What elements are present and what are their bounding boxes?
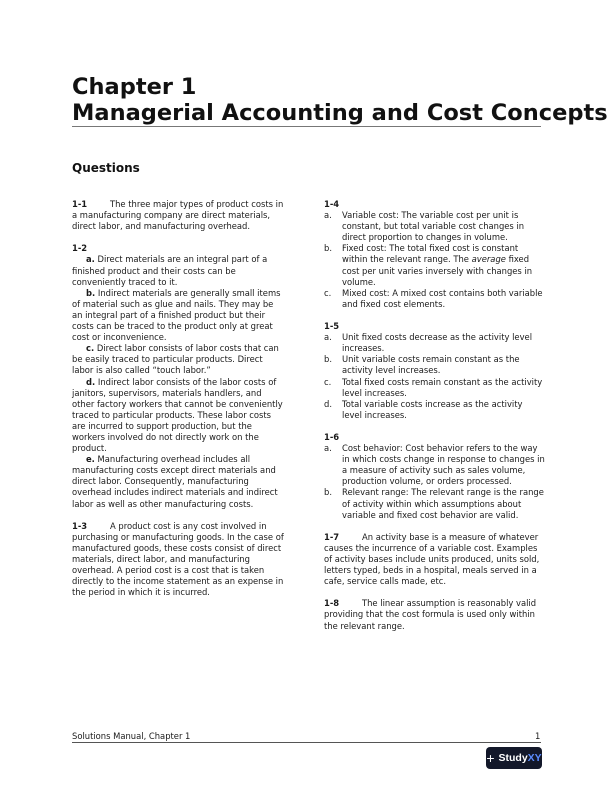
question-number: 1-2 — [72, 243, 88, 254]
item-letter: a. — [324, 332, 332, 343]
title-divider — [72, 126, 541, 127]
item-text: Total variable costs increase as the activity level increases. — [342, 398, 523, 420]
answer-text: The linear assumption is reasonably valid providing that the cost formula is used only within the relevant range. — [324, 598, 537, 631]
answer-item — [72, 377, 286, 455]
answer-text: The three major types of product costs in a manufacturing company are direct materials, direct labor, and manufacturing overhead. — [72, 199, 284, 232]
question-1-6 — [324, 432, 545, 521]
right-column — [324, 199, 545, 643]
question-number: 1-8 — [324, 598, 340, 609]
item-text: Manufacturing overhead includes all manufacturing costs except direct materials and direct labor. Consequently, manufacturing overhead includes indirect materials and indirect labor as well as other manufacturing costs. — [72, 454, 278, 509]
item-text: Unit fixed costs decrease as the activity level increases. — [342, 332, 533, 354]
item-letter: a. — [324, 443, 332, 454]
item-letter: a. — [324, 210, 332, 221]
question-1-3 — [72, 521, 286, 599]
item-text: Indirect labor consists of the labor costs of janitors, supervisors, materials handlers, and other factory workers that cannot be conveniently traced to particular products. These labor costs are incurred to support production, but the workers involved do not directly work on the product. — [72, 376, 283, 454]
question-1-5 — [324, 321, 545, 421]
answer-item — [72, 254, 286, 287]
question-number: 1-4 — [324, 199, 340, 209]
item-letter: c. — [324, 287, 332, 298]
answer-item — [324, 443, 545, 487]
chapter-heading — [72, 74, 608, 126]
answer-item — [72, 454, 286, 509]
answer-text: A product cost is any cost involved in purchasing or manufacturing goods. In the case of manufactured goods, these costs consist of direct materials, direct labor, and manufacturing overhead. A period cost is a cost that is taken directly to the income statement as an expense in the period in which it is incurred. — [72, 520, 284, 598]
item-letter: b. — [324, 354, 332, 365]
question-1-7 — [324, 532, 545, 587]
question-number: 1-3 — [72, 520, 88, 531]
item-text: Cost behavior: Cost behavior refers to the way in which costs change in response to changes in a measure of activity such as sales volume, production volume, or orders processed. — [342, 443, 545, 487]
answer-item — [72, 343, 286, 376]
page-number: 1 — [535, 731, 541, 741]
item-letter: b. — [86, 287, 96, 298]
question-1-4 — [324, 199, 545, 310]
answer-item — [324, 354, 545, 376]
answer-text: An activity base is a measure of whatever causes the incurrence of a variable cost. Examples of activity bases include units produced, units sold, letters typed, beds in a hospital, meals served in a cafe, service calls made, etc. — [324, 531, 540, 587]
badge-label-accent: XY — [527, 752, 542, 764]
badge-label: Study — [498, 752, 528, 764]
answer-item — [324, 210, 545, 243]
answer-item — [324, 288, 545, 310]
question-number: 1-5 — [324, 321, 340, 332]
item-text: Relevant range: The relevant range is the range of activity within which assumptions about variable and fixed cost behavior are valid. — [342, 487, 544, 520]
item-text: Indirect materials are generally small items of material such as glue and nails. They may be an integral part of a finished product but their costs can be traced to the product only at great cost or inconvenience. — [72, 287, 281, 343]
answer-item — [324, 377, 545, 399]
item-text: Unit variable costs remain constant as the activity level increases. — [342, 354, 520, 376]
plus-icon: + — [486, 750, 495, 766]
chapter-number: Chapter 1 — [72, 74, 197, 100]
question-1-8 — [324, 598, 545, 631]
item-text: Mixed cost: A mixed cost contains both variable and fixed cost elements. — [342, 287, 543, 309]
answer-item — [72, 288, 286, 343]
footer-divider — [72, 742, 541, 743]
question-number: 1-1 — [72, 199, 88, 209]
item-text: Variable cost: The variable cost per unit is constant, but total variable cost changes in direct proportion to changes in volume. — [342, 210, 525, 243]
item-letter: a. — [86, 254, 95, 265]
footer-text: Solutions Manual, Chapter 1 — [72, 731, 191, 741]
item-letter: b. — [324, 487, 332, 498]
emphasis: average — [471, 254, 506, 265]
question-number: 1-7 — [324, 531, 340, 542]
item-letter: c. — [324, 376, 332, 387]
item-letter: d. — [324, 398, 332, 409]
item-letter: e. — [86, 454, 95, 465]
item-text: Total fixed costs remain constant as the activity level increases. — [342, 376, 543, 398]
item-letter: d. — [86, 376, 96, 387]
item-letter: b. — [324, 243, 332, 254]
chapter-title: Managerial Accounting and Cost Concepts — [72, 100, 608, 126]
item-letter: c. — [86, 343, 95, 354]
question-1-1 — [72, 199, 286, 232]
answer-item — [324, 243, 545, 287]
left-column — [72, 199, 286, 609]
section-heading: Questions — [72, 161, 140, 175]
item-text: Direct materials are an integral part of a finished product and their costs can be conveniently traced to it. — [72, 254, 268, 287]
answer-item — [324, 487, 545, 520]
item-text: Fixed cost: The total fixed cost is constant within the relevant range. The average fixed cost per unit varies inversely with changes in volume. — [342, 243, 533, 287]
answer-item — [324, 399, 545, 421]
answer-item — [324, 332, 545, 354]
studyxy-badge[interactable] — [486, 747, 542, 769]
question-1-2 — [72, 243, 286, 509]
question-number: 1-6 — [324, 431, 340, 442]
item-text: Direct labor consists of labor costs that can be easily traced to particular products. Direct labor is also called “touch labor.” — [72, 343, 279, 376]
